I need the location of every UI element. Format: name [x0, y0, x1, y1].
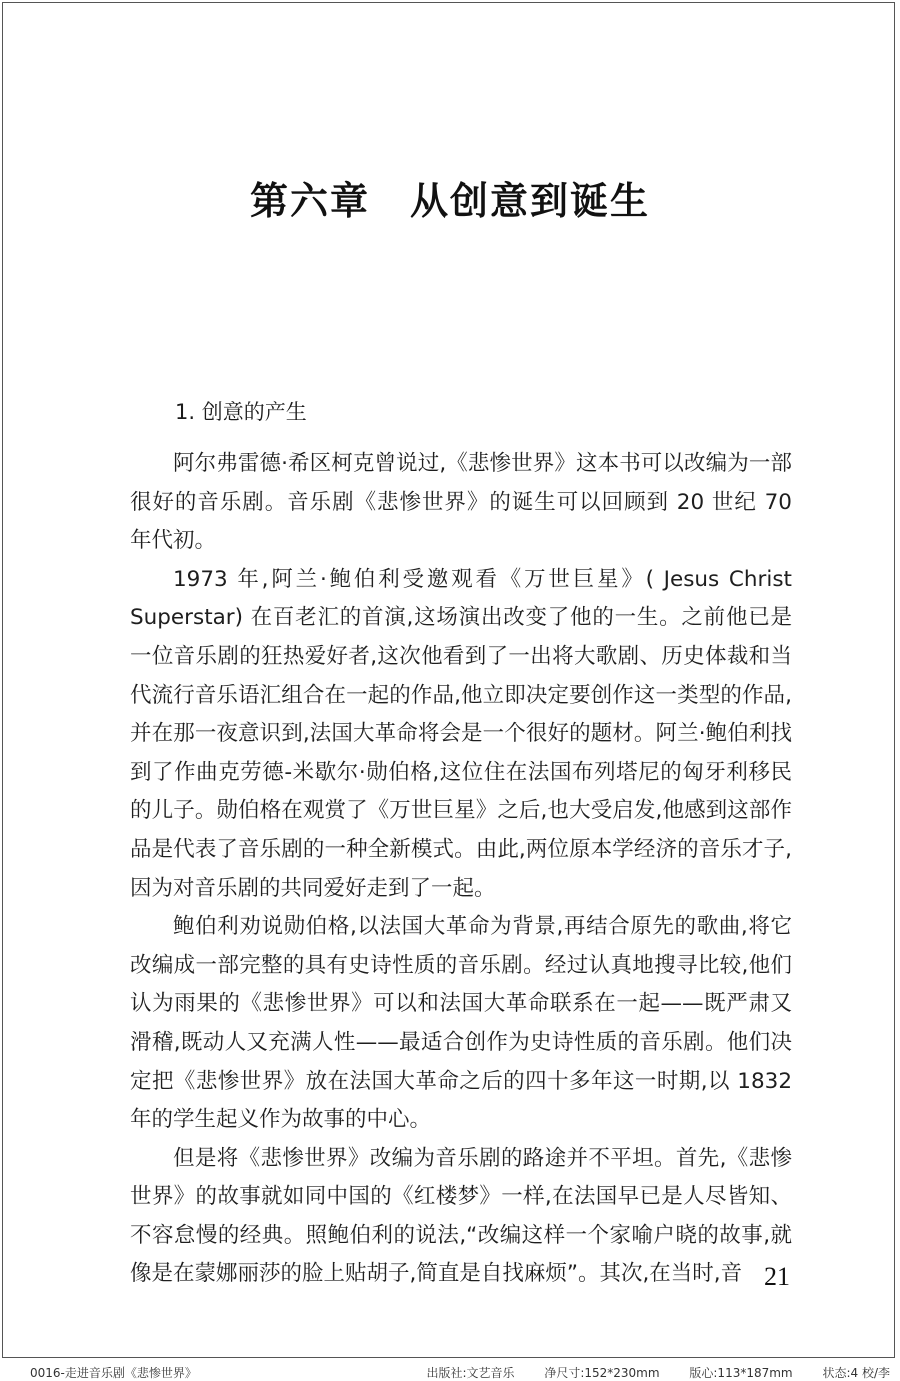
footer-text-block: 版心:113*187mm [689, 1366, 793, 1380]
section-heading: 1. 创意的产生 [175, 400, 307, 424]
paragraph: 阿尔弗雷德·希区柯克曾说过,《悲惨世界》这本书可以改编为一部很好的音乐剧。音乐剧《悲惨世界》的诞生可以回顾到 20 世纪 70 年代初。 [130, 451, 792, 554]
footer-status: 状态:4 校/李 [822, 1366, 890, 1380]
page-number: 21 [764, 1262, 790, 1291]
footer-trim-size: 净尺寸:152*230mm [544, 1366, 660, 1380]
body-text [130, 445, 792, 1294]
footer-book-code: 0016-走进音乐剧《悲惨世界》 [30, 1366, 197, 1380]
footer-publisher: 出版社:文艺音乐 [426, 1366, 515, 1380]
paragraph: 1973 年,阿兰·鲍伯利受邀观看《万世巨星》( Jesus Christ Superstar) 在百老汇的首演,这场演出改变了他的一生。之前他已是一位音乐剧的狂热爱好者,这次他看到了一出将大歌剧、历史体裁和当代流行音乐语汇组合在一起的作品,他立即决定要创作这一类型的作品,并在那一夜意识到,法国大革命将会是一个很好的题材。阿兰·鲍伯利找到了作曲克劳德-米歇尔·勋伯格,这位住在法国布列塔尼的匈牙利移民的儿子。勋伯格在观赏了《万世巨星》之后,也大受启发,他感到这部作品是代表了音乐剧的一种全新模式。由此,两位原本学经济的音乐才子,因为对音乐剧的共同爱好走到了一起。 [130, 566, 792, 901]
paragraph: 鲍伯利劝说勋伯格,以法国大革命为背景,再结合原先的歌曲,将它改编成一部完整的具有史诗性质的音乐剧。经过认真地搜寻比较,他们认为雨果的《悲惨世界》可以和法国大革命联系在一起——既严肃又滑稽,既动人又充满人性——最适合创作为史诗性质的音乐剧。他们决定把《悲惨世界》放在法国大革命之后的四十多年这一时期,以 1832 年的学生起义作为故事的中心。 [130, 914, 792, 1133]
paragraph: 但是将《悲惨世界》改编为音乐剧的路途并不平坦。首先,《悲惨世界》的故事就如同中国的《红楼梦》一样,在法国早已是人尽皆知、不容怠慢的经典。照鲍伯利的说法,“改编这样一个家喻户晓的故事,就像是在蒙娜丽莎的脸上贴胡子,简直是自找麻烦”。其次,在当时,音 [130, 1145, 792, 1287]
chapter-title: 第六章 从创意到诞生 [249, 178, 650, 223]
footer-print-info [400, 1364, 890, 1381]
